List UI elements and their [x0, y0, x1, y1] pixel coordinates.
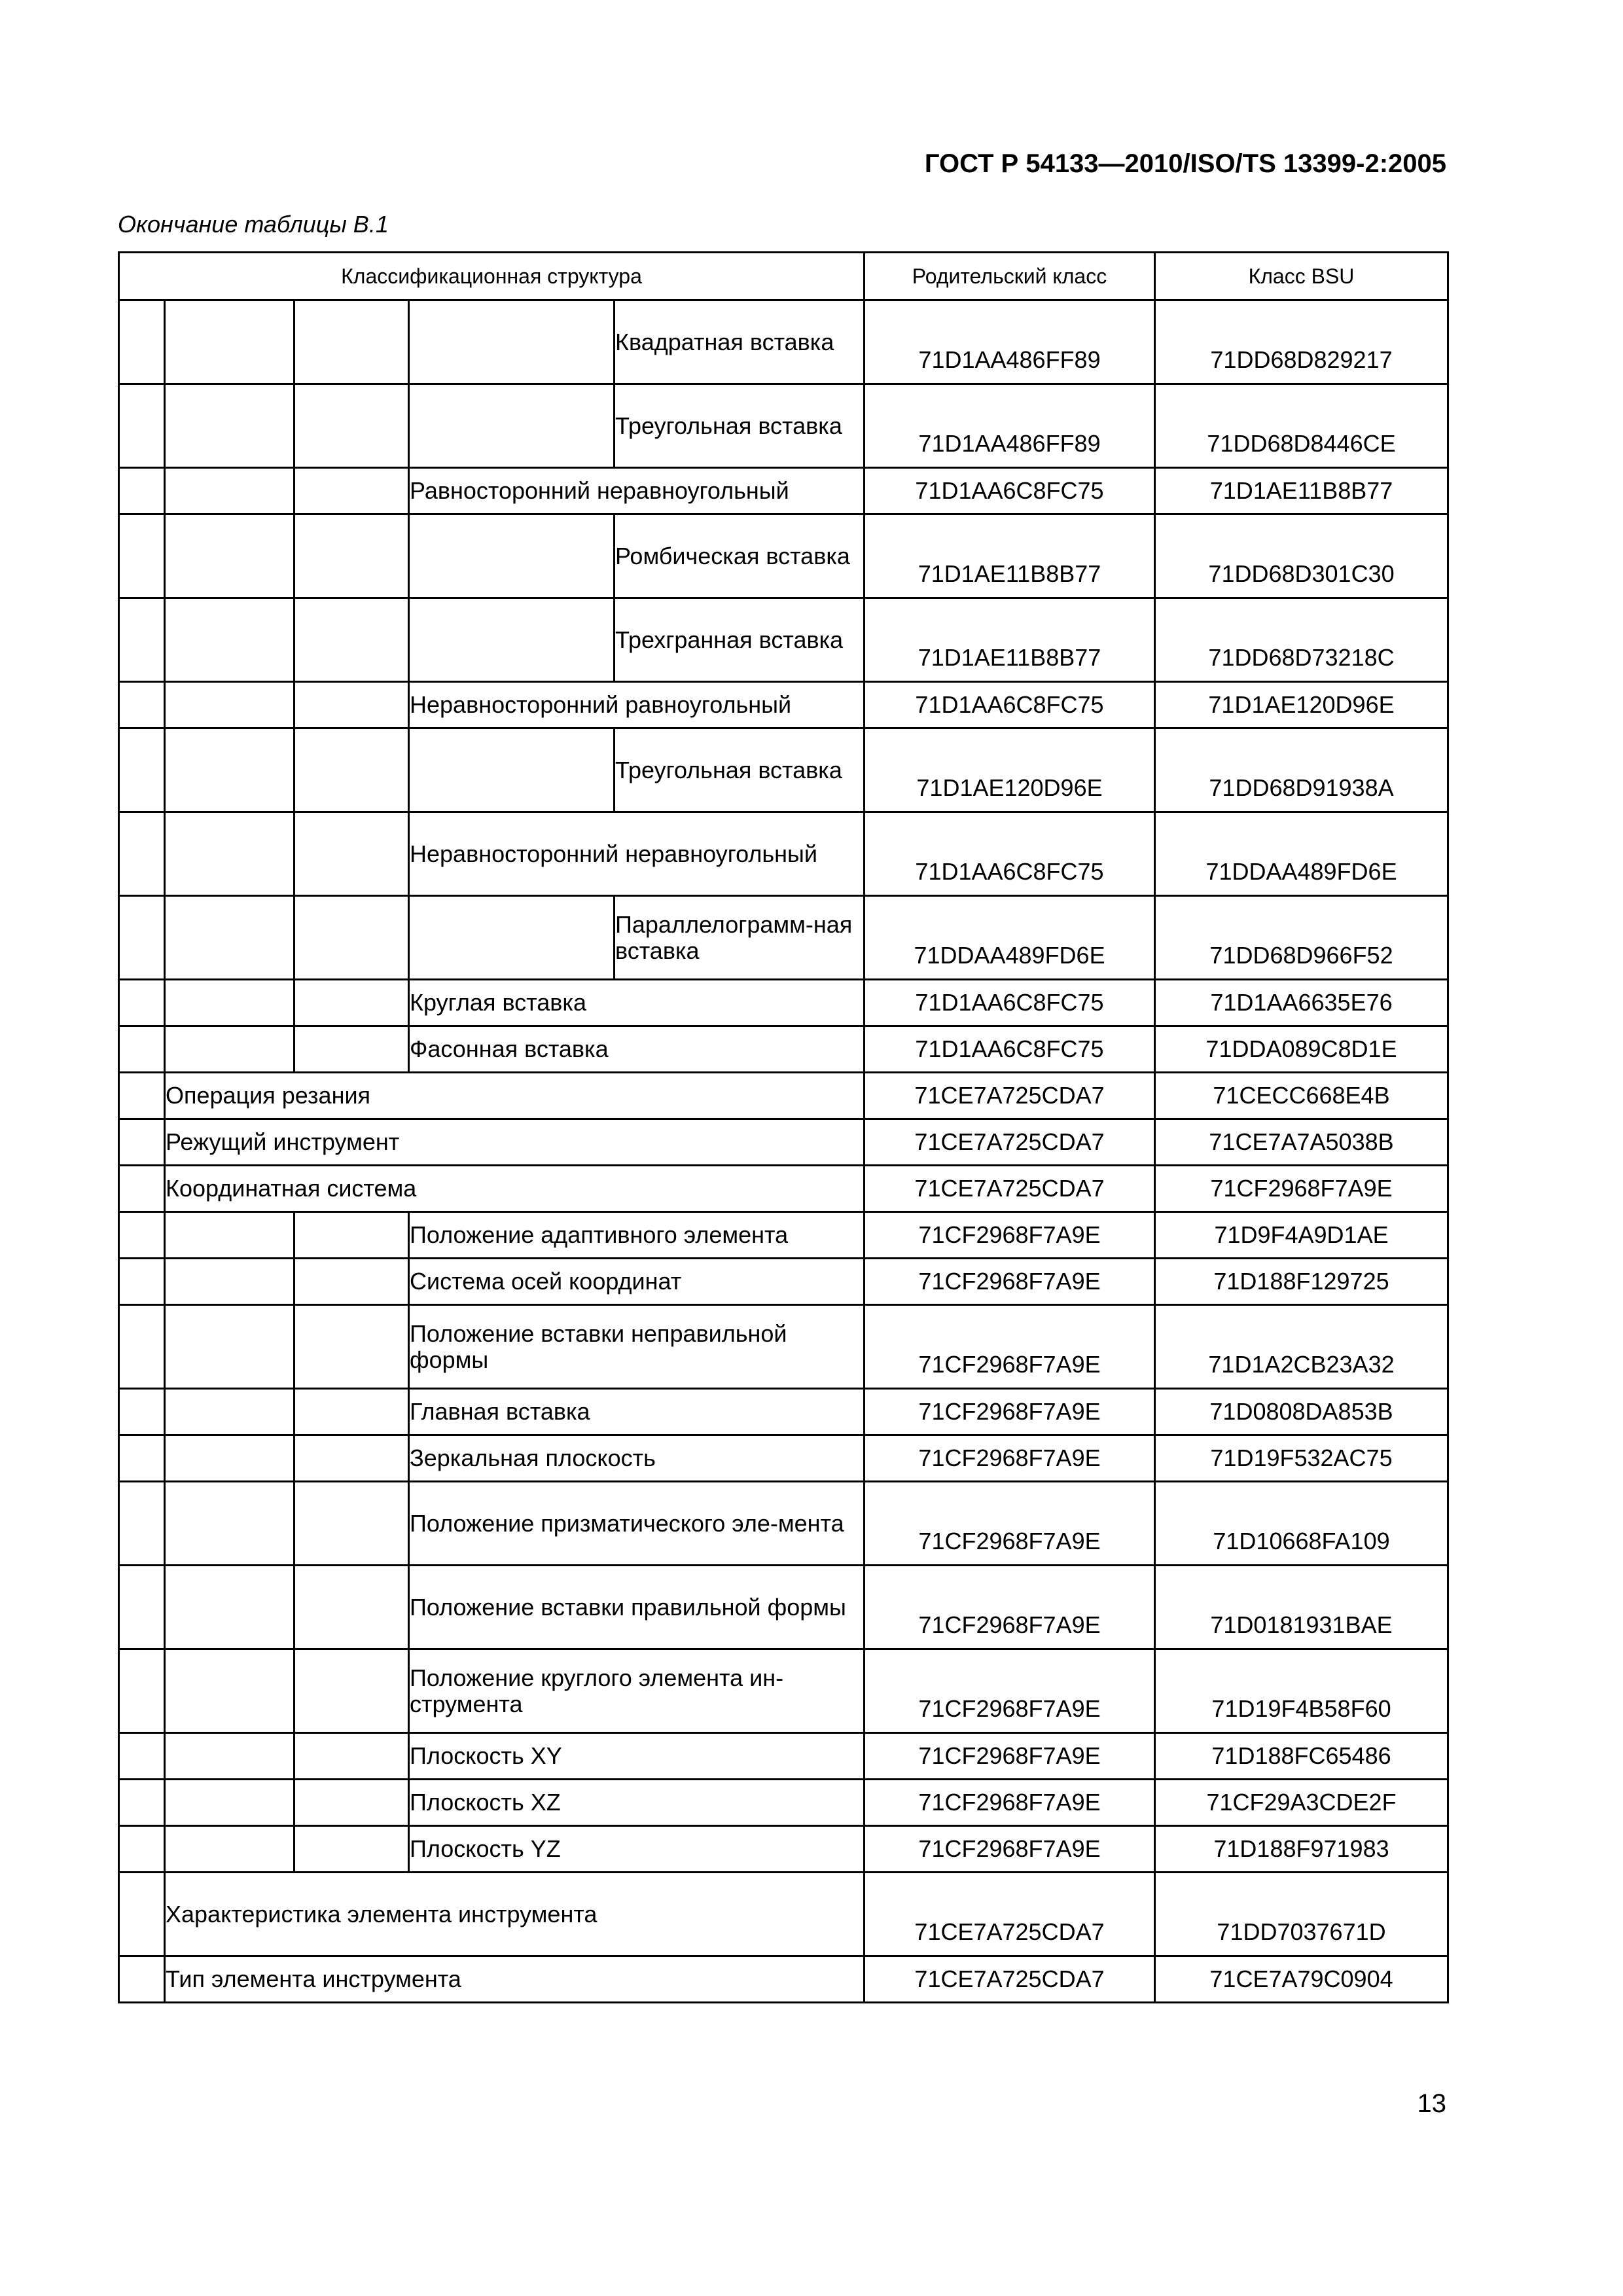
indent-cell [294, 1389, 409, 1435]
table-row [119, 980, 1448, 1026]
indent-cell [165, 682, 294, 728]
indent-cell [165, 514, 294, 598]
indent-cell [294, 812, 409, 896]
indent-cell [165, 468, 294, 514]
bsu-class-cell: 71D10668FA109 [1155, 1482, 1448, 1566]
indent-cell [119, 300, 165, 384]
table-row [119, 384, 1448, 468]
bsu-class-cell: 71CE7A79C0904 [1155, 1956, 1448, 2003]
indent-cell [294, 1780, 409, 1826]
indent-cell [409, 896, 615, 980]
indent-cell [294, 468, 409, 514]
table-row [119, 1482, 1448, 1566]
table-row [119, 896, 1448, 980]
indent-cell [409, 598, 615, 682]
table-row [119, 1026, 1448, 1073]
header-bsu-class: Класс BSU [1155, 253, 1448, 300]
indent-cell [294, 1305, 409, 1389]
classification-label: Положение вставки неправильной формы [409, 1305, 865, 1389]
classification-label: Треугольная вставка [615, 728, 865, 812]
table-row [119, 1389, 1448, 1435]
table-row [119, 1166, 1448, 1212]
parent-class-cell: 71CE7A725CDA7 [865, 1119, 1155, 1166]
indent-cell [119, 598, 165, 682]
indent-cell [165, 1649, 294, 1733]
bsu-class-cell: 71D0808DA853B [1155, 1389, 1448, 1435]
indent-cell [294, 728, 409, 812]
parent-class-cell: 71CF2968F7A9E [865, 1212, 1155, 1259]
indent-cell [294, 1649, 409, 1733]
indent-cell [119, 1566, 165, 1649]
indent-cell [119, 1259, 165, 1305]
parent-class-cell: 71CF2968F7A9E [865, 1780, 1155, 1826]
indent-cell [294, 514, 409, 598]
classification-label: Равносторонний неравноугольный [409, 468, 865, 514]
classification-table [118, 251, 1449, 2003]
classification-label: Трехгранная вставка [615, 598, 865, 682]
classification-label: Фасонная вставка [409, 1026, 865, 1073]
table-row [119, 682, 1448, 728]
table-row [119, 598, 1448, 682]
indent-cell [165, 1259, 294, 1305]
page-number: 13 [1417, 2089, 1446, 2118]
indent-cell [165, 1482, 294, 1566]
table-row [119, 1956, 1448, 2003]
classification-label: Зеркальная плоскость [409, 1435, 865, 1482]
indent-cell [165, 1212, 294, 1259]
bsu-class-cell: 71D19F532AC75 [1155, 1435, 1448, 1482]
indent-cell [294, 300, 409, 384]
classification-label: Положение адаптивного элемента [409, 1212, 865, 1259]
classification-label: Режущий инструмент [165, 1119, 865, 1166]
parent-class-cell: 71D1AA486FF89 [865, 300, 1155, 384]
indent-cell [294, 1733, 409, 1780]
bsu-class-cell: 71D1A2CB23A32 [1155, 1305, 1448, 1389]
parent-class-cell: 71D1AE120D96E [865, 728, 1155, 812]
indent-cell [119, 384, 165, 468]
indent-cell [119, 1873, 165, 1956]
indent-cell [294, 1435, 409, 1482]
parent-class-cell: 71CF2968F7A9E [865, 1259, 1155, 1305]
indent-cell [119, 1119, 165, 1166]
indent-cell [119, 1026, 165, 1073]
parent-class-cell: 71CE7A725CDA7 [865, 1166, 1155, 1212]
bsu-class-cell: 71CF2968F7A9E [1155, 1166, 1448, 1212]
parent-class-cell: 71D1AA6C8FC75 [865, 468, 1155, 514]
indent-cell [165, 1733, 294, 1780]
parent-class-cell: 71CE7A725CDA7 [865, 1873, 1155, 1956]
indent-cell [119, 812, 165, 896]
parent-class-cell: 71D1AA486FF89 [865, 384, 1155, 468]
indent-cell [119, 1389, 165, 1435]
classification-label: Квадратная вставка [615, 300, 865, 384]
indent-cell [165, 598, 294, 682]
parent-class-cell: 71CF2968F7A9E [865, 1305, 1155, 1389]
table-header-row [119, 253, 1448, 300]
parent-class-cell: 71CE7A725CDA7 [865, 1956, 1155, 2003]
table-row [119, 1119, 1448, 1166]
table-row [119, 728, 1448, 812]
bsu-class-cell: 71D188F129725 [1155, 1259, 1448, 1305]
table-row [119, 1435, 1448, 1482]
classification-label: Круглая вставка [409, 980, 865, 1026]
parent-class-cell: 71CF2968F7A9E [865, 1826, 1155, 1873]
indent-cell [119, 1166, 165, 1212]
indent-cell [119, 1435, 165, 1482]
bsu-class-cell: 71D9F4A9D1AE [1155, 1212, 1448, 1259]
classification-label: Операция резания [165, 1073, 865, 1119]
classification-label: Плоскость XY [409, 1733, 865, 1780]
parent-class-cell: 71CF2968F7A9E [865, 1733, 1155, 1780]
classification-label: Плоскость YZ [409, 1826, 865, 1873]
document-header: ГОСТ Р 54133—2010/ISO/TS 13399-2:2005 [924, 149, 1446, 178]
parent-class-cell: 71D1AE11B8B77 [865, 514, 1155, 598]
indent-cell [409, 728, 615, 812]
indent-cell [119, 728, 165, 812]
indent-cell [294, 980, 409, 1026]
indent-cell [165, 980, 294, 1026]
indent-cell [165, 1305, 294, 1389]
table-row [119, 1259, 1448, 1305]
classification-label: Координатная система [165, 1166, 865, 1212]
table-row [119, 1305, 1448, 1389]
parent-class-cell: 71CF2968F7A9E [865, 1566, 1155, 1649]
indent-cell [119, 1212, 165, 1259]
indent-cell [409, 300, 615, 384]
parent-class-cell: 71D1AA6C8FC75 [865, 980, 1155, 1026]
bsu-class-cell: 71DD68D73218C [1155, 598, 1448, 682]
indent-cell [119, 1073, 165, 1119]
indent-cell [165, 896, 294, 980]
table-caption: Окончание таблицы В.1 [118, 211, 389, 238]
bsu-class-cell: 71DD68D966F52 [1155, 896, 1448, 980]
indent-cell [165, 1389, 294, 1435]
table-row [119, 1780, 1448, 1826]
classification-label: Положение вставки правильной формы [409, 1566, 865, 1649]
indent-cell [165, 1826, 294, 1873]
indent-cell [294, 1826, 409, 1873]
table-row [119, 514, 1448, 598]
bsu-class-cell: 71DD68D301C30 [1155, 514, 1448, 598]
indent-cell [119, 980, 165, 1026]
indent-cell [119, 1305, 165, 1389]
indent-cell [409, 514, 615, 598]
classification-label: Неравносторонний неравноугольный [409, 812, 865, 896]
classification-label: Характеристика элемента инструмента [165, 1873, 865, 1956]
bsu-class-cell: 71DD68D829217 [1155, 300, 1448, 384]
bsu-class-cell: 71D188F971983 [1155, 1826, 1448, 1873]
indent-cell [294, 1482, 409, 1566]
bsu-class-cell: 71D1AA6635E76 [1155, 980, 1448, 1026]
classification-label: Треугольная вставка [615, 384, 865, 468]
bsu-class-cell: 71CECC668E4B [1155, 1073, 1448, 1119]
bsu-class-cell: 71CF29A3CDE2F [1155, 1780, 1448, 1826]
classification-label: Главная вставка [409, 1389, 865, 1435]
table-row [119, 1073, 1448, 1119]
table-row [119, 1826, 1448, 1873]
indent-cell [119, 1649, 165, 1733]
indent-cell [165, 1780, 294, 1826]
indent-cell [294, 1212, 409, 1259]
indent-cell [119, 468, 165, 514]
bsu-class-cell: 71DD68D8446CE [1155, 384, 1448, 468]
indent-cell [119, 682, 165, 728]
parent-class-cell: 71D1AA6C8FC75 [865, 812, 1155, 896]
bsu-class-cell: 71D1AE11B8B77 [1155, 468, 1448, 514]
indent-cell [119, 514, 165, 598]
classification-label: Тип элемента инструмента [165, 1956, 865, 2003]
indent-cell [294, 384, 409, 468]
indent-cell [165, 300, 294, 384]
parent-class-cell: 71D1AA6C8FC75 [865, 1026, 1155, 1073]
parent-class-cell: 71DDAA489FD6E [865, 896, 1155, 980]
table-row [119, 1212, 1448, 1259]
indent-cell [165, 812, 294, 896]
bsu-class-cell: 71D188FC65486 [1155, 1733, 1448, 1780]
parent-class-cell: 71CF2968F7A9E [865, 1649, 1155, 1733]
classification-label: Параллелограмм-ная вставка [615, 896, 865, 980]
table-row [119, 1873, 1448, 1956]
indent-cell [294, 896, 409, 980]
indent-cell [294, 682, 409, 728]
classification-label: Положение круглого элемента ин-струмента [409, 1649, 865, 1733]
parent-class-cell: 71D1AE11B8B77 [865, 598, 1155, 682]
parent-class-cell: 71D1AA6C8FC75 [865, 682, 1155, 728]
indent-cell [165, 1435, 294, 1482]
bsu-class-cell: 71D0181931BAE [1155, 1566, 1448, 1649]
bsu-class-cell: 71DDA089C8D1E [1155, 1026, 1448, 1073]
table-row [119, 1733, 1448, 1780]
indent-cell [294, 1259, 409, 1305]
indent-cell [165, 1026, 294, 1073]
indent-cell [119, 1780, 165, 1826]
indent-cell [119, 1733, 165, 1780]
table-body [119, 300, 1448, 2003]
indent-cell [294, 598, 409, 682]
parent-class-cell: 71CF2968F7A9E [865, 1389, 1155, 1435]
classification-label: Плоскость XZ [409, 1780, 865, 1826]
table-row [119, 1566, 1448, 1649]
header-classification-structure: Классификационная структура [119, 253, 865, 300]
bsu-class-cell: 71D1AE120D96E [1155, 682, 1448, 728]
parent-class-cell: 71CF2968F7A9E [865, 1435, 1155, 1482]
bsu-class-cell: 71CE7A7A5038B [1155, 1119, 1448, 1166]
classification-label: Неравносторонний равноугольный [409, 682, 865, 728]
table-row [119, 468, 1448, 514]
bsu-class-cell: 71DD7037671D [1155, 1873, 1448, 1956]
indent-cell [119, 1956, 165, 2003]
parent-class-cell: 71CE7A725CDA7 [865, 1073, 1155, 1119]
indent-cell [119, 896, 165, 980]
indent-cell [119, 1482, 165, 1566]
bsu-class-cell: 71D19F4B58F60 [1155, 1649, 1448, 1733]
parent-class-cell: 71CF2968F7A9E [865, 1482, 1155, 1566]
classification-label: Система осей координат [409, 1259, 865, 1305]
indent-cell [294, 1026, 409, 1073]
header-parent-class: Родительский класс [865, 253, 1155, 300]
indent-cell [165, 728, 294, 812]
table-row [119, 300, 1448, 384]
indent-cell [119, 1826, 165, 1873]
table-row [119, 812, 1448, 896]
classification-label: Ромбическая вставка [615, 514, 865, 598]
indent-cell [165, 1566, 294, 1649]
indent-cell [165, 384, 294, 468]
bsu-class-cell: 71DDAA489FD6E [1155, 812, 1448, 896]
classification-label: Положение призматического эле-мента [409, 1482, 865, 1566]
table-row [119, 1649, 1448, 1733]
indent-cell [409, 384, 615, 468]
indent-cell [294, 1566, 409, 1649]
bsu-class-cell: 71DD68D91938A [1155, 728, 1448, 812]
